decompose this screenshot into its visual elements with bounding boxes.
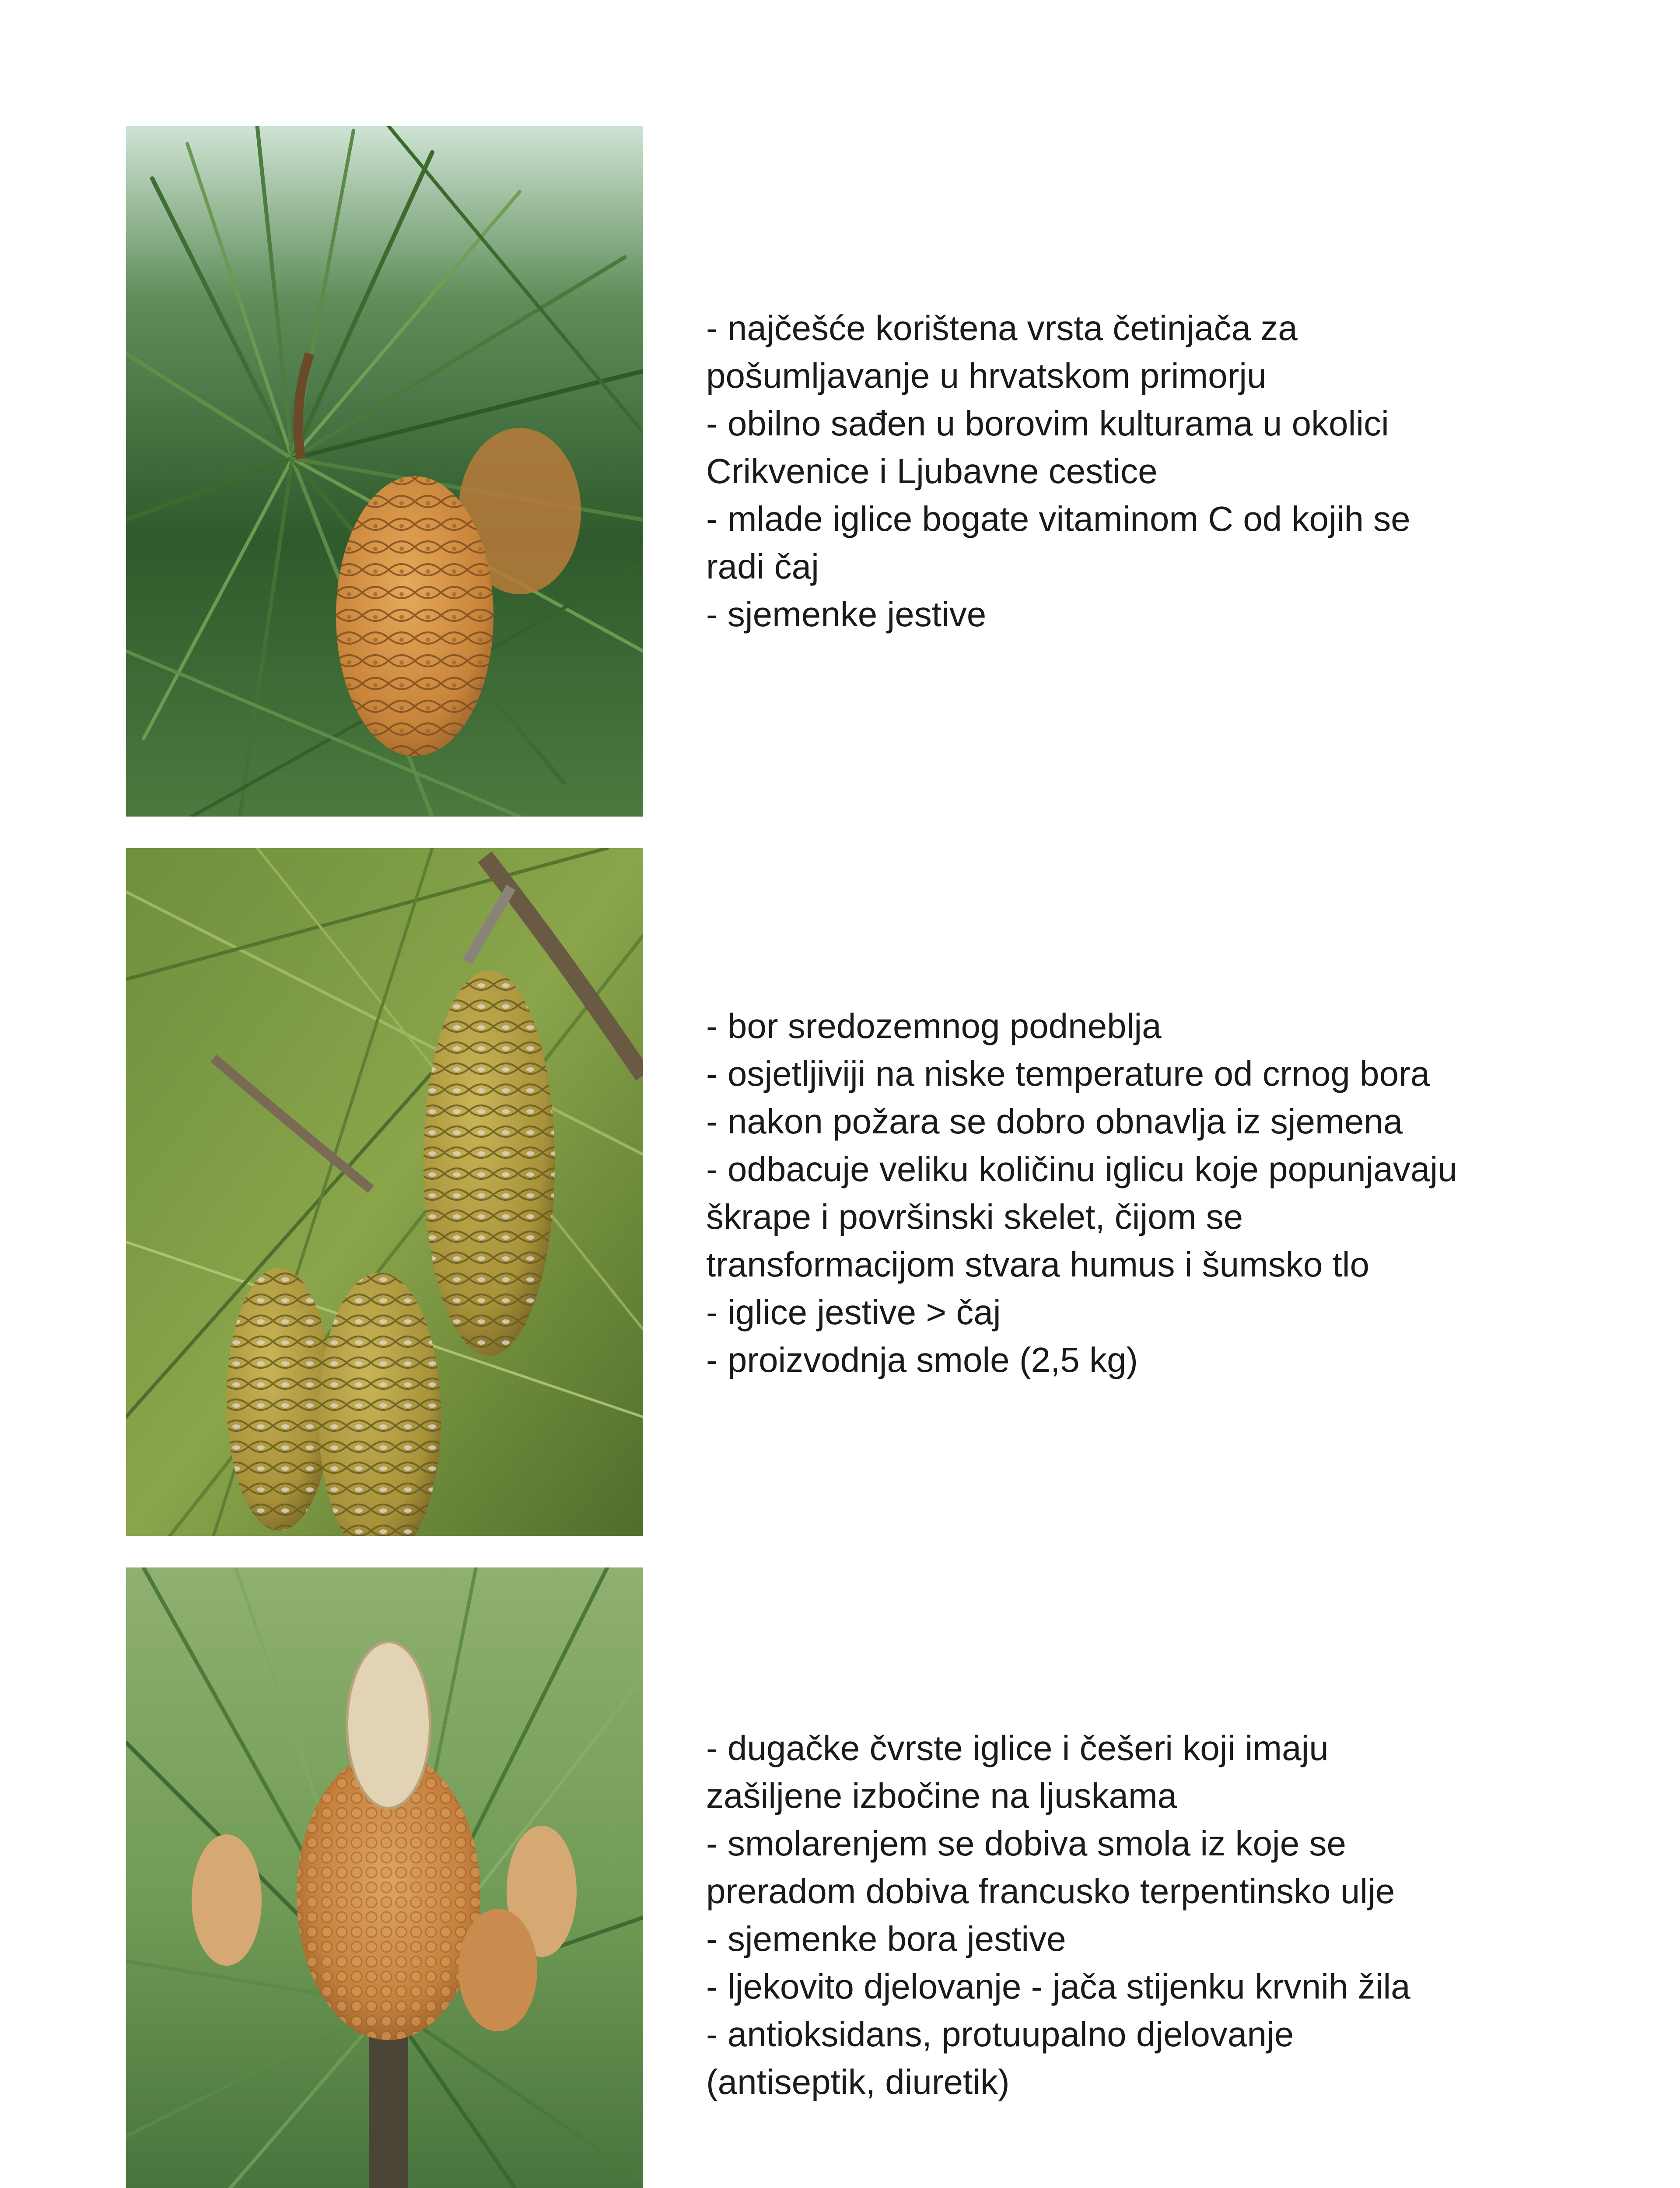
text-line: - iglice jestive > čaj: [706, 1293, 1001, 1332]
text-line: - smolarenjem se dobiva smola iz koje se: [706, 1824, 1346, 1863]
text-line: - osjetljiviji na niske temperature od crnog bora: [706, 1054, 1430, 1093]
description-block-2: [706, 1002, 1625, 1384]
text-line: - sjemenke bora jestive: [706, 1919, 1066, 1958]
pine-pollen-cones-illustration: [126, 1567, 643, 2188]
text-line: transformacijom stvara humus i šumsko tlo: [706, 1245, 1370, 1284]
text-line: radi čaj: [706, 547, 819, 586]
text-line: (antiseptik, diuretik): [706, 2062, 1010, 2101]
text-line: škrape i površinski skelet, čijom se: [706, 1197, 1243, 1236]
text-line: - dugačke čvrste iglice i češeri koji imaju: [706, 1729, 1329, 1767]
text-line: - ljekovito djelovanje - jača stijenku krvnih žila: [706, 1967, 1410, 2006]
pine-flower-photo: [126, 1567, 643, 2188]
text-line: - odbacuje veliku količinu iglicu koje popunjavaju: [706, 1150, 1457, 1189]
text-line: - bor sredozemnog podneblja: [706, 1006, 1162, 1045]
hanging-cones-illustration: [126, 848, 643, 1536]
pine-cone-illustration: [126, 126, 643, 817]
text-line: - antioksidans, protuupalno djelovanje: [706, 2015, 1294, 2054]
text-line: preradom dobiva francusko terpentinsko ulje: [706, 1872, 1395, 1911]
description-block-3: [706, 1724, 1625, 2106]
text-line: - obilno sađen u borovim kulturama u okolici: [706, 404, 1389, 443]
text-line: - sjemenke jestive: [706, 595, 987, 634]
text-line: - proizvodnja smole (2,5 kg): [706, 1340, 1138, 1379]
text-line: pošumljavanje u hrvatskom primorju: [706, 356, 1267, 395]
description-block-1: [706, 304, 1625, 638]
text-line: - najčešće korištena vrsta četinjača za: [706, 309, 1298, 347]
text-line: Crikvenice i Ljubavne cestice: [706, 452, 1158, 491]
text-line: zašiljene izbočine na ljuskama: [706, 1776, 1177, 1815]
text-line: - mlade iglice bogate vitaminom C od kojih se: [706, 499, 1410, 538]
pine-cone-photo-1: [126, 126, 643, 817]
pine-cone-photo-2: [126, 848, 643, 1536]
text-line: - nakon požara se dobro obnavlja iz sjemena: [706, 1102, 1403, 1141]
